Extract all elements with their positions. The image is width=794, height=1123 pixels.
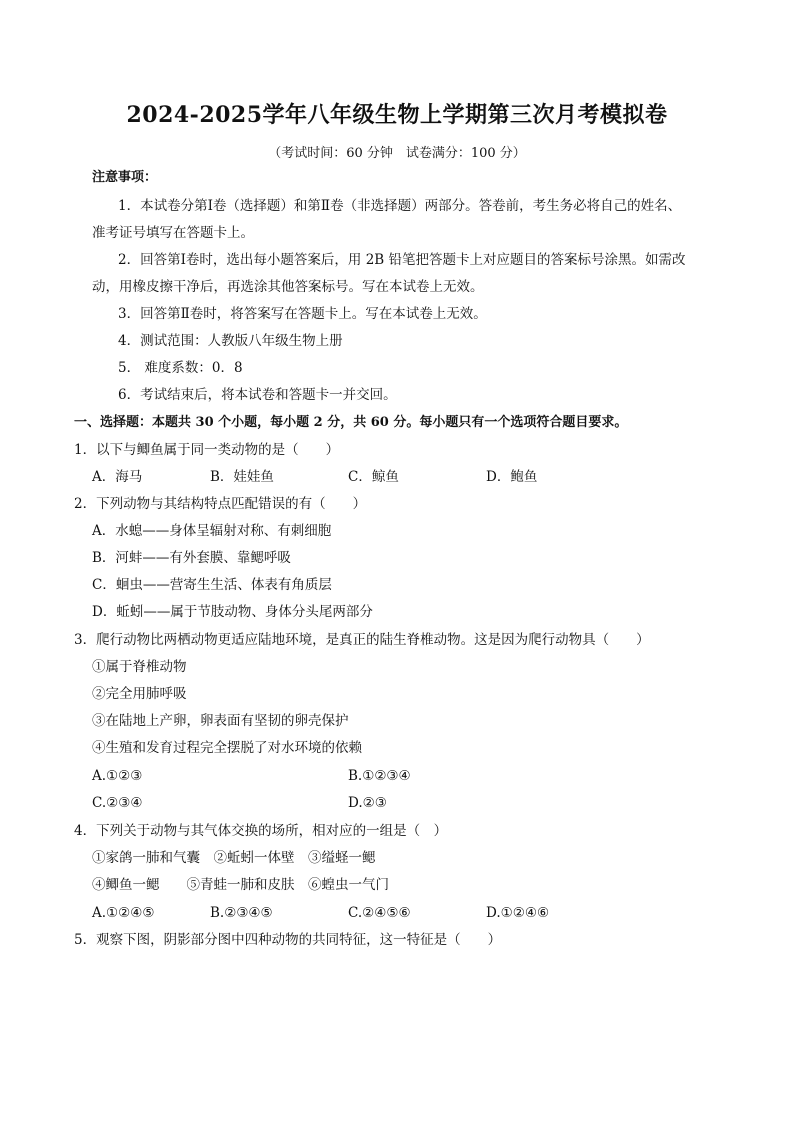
q2-stem: 2．下列动物与其结构特点匹配错误的有（ ） bbox=[74, 496, 367, 512]
notes-heading: 注意事项： bbox=[92, 170, 158, 185]
note-1-line-2: 准考证号填写在答题卡上。 bbox=[92, 225, 254, 241]
q1-option-a: A．海马 bbox=[92, 469, 143, 485]
q3-statement-1: ①属于脊椎动物 bbox=[92, 659, 187, 675]
q2-option-d: D．蚯蚓——属于节肢动物、身体分头尾两部分 bbox=[92, 604, 373, 620]
q2-option-c: C．蛔虫——营寄生生活、体表有角质层 bbox=[92, 577, 332, 593]
q3-option-d: D.②③ bbox=[348, 795, 387, 811]
section-1-heading: 一、选择题：本题共 30 个小题，每小题 2 分，共 60 分。每小题只有一个选项符合题目要求。 bbox=[74, 415, 628, 430]
q3-stem: 3．爬行动物比两栖动物更适应陆地环境，是真正的陆生脊椎动物。这是因为爬行动物具（ ） bbox=[74, 632, 650, 648]
q1-option-c: C．鲸鱼 bbox=[348, 469, 399, 485]
note-4: 4．测试范围：人教版八年级生物上册 bbox=[118, 333, 343, 349]
q3-option-b: B.①②③④ bbox=[348, 768, 411, 784]
q1-option-d: D．鲍鱼 bbox=[486, 469, 538, 485]
note-6: 6．考试结束后，将本试卷和答题卡一并交回。 bbox=[118, 387, 397, 403]
q2-option-a: A．水螅——身体呈辐射对称、有刺细胞 bbox=[92, 523, 332, 539]
q3-option-a: A.①②③ bbox=[92, 768, 143, 784]
note-2-line-1: 2．回答第Ⅰ卷时，选出每小题答案后，用 2B 铅笔把答题卡上对应题目的答案标号涂黑。如需改 bbox=[118, 252, 686, 268]
q2-option-b: B．河蚌——有外套膜、靠鳃呼吸 bbox=[92, 550, 291, 566]
q3-option-c: C.②③④ bbox=[92, 795, 143, 811]
q3-statement-2: ②完全用肺呼吸 bbox=[92, 686, 187, 702]
note-5: 5． 难度系数：0．8 bbox=[118, 360, 243, 376]
exam-title: 2024-2025学年八年级生物上学期第三次月考模拟卷 bbox=[126, 102, 668, 128]
exam-subtitle: （考试时间：60 分钟 试卷满分：100 分） bbox=[268, 146, 526, 161]
q4-option-d: D.①②④⑥ bbox=[486, 905, 550, 921]
q3-statement-3: ③在陆地上产卵，卵表面有坚韧的卵壳保护 bbox=[92, 713, 349, 729]
q1-option-b: B．娃娃鱼 bbox=[210, 469, 274, 485]
note-2-line-2: 动，用橡皮擦干净后，再选涂其他答案标号。写在本试卷上无效。 bbox=[92, 279, 484, 295]
q1-stem: 1．以下与鲫鱼属于同一类动物的是（ ） bbox=[74, 442, 340, 458]
note-1-line-1: 1．本试卷分第Ⅰ卷（选择题）和第Ⅱ卷（非选择题）两部分。答卷前，考生务必将自己的姓名、 bbox=[118, 198, 682, 214]
q4-pairs-row-1: ①家鸽一肺和气囊 ②蚯蚓一体壁 ③缢蛏一鳃 bbox=[92, 850, 376, 866]
q4-option-a: A.①②④⑤ bbox=[92, 905, 155, 921]
q4-option-b: B.②③④⑤ bbox=[210, 905, 273, 921]
note-3: 3．回答第Ⅱ卷时，将答案写在答题卡上。写在本试卷上无效。 bbox=[118, 306, 487, 322]
q5-stem: 5．观察下图，阴影部分图中四种动物的共同特征，这一特征是（ ） bbox=[74, 932, 502, 948]
q4-pairs-row-2: ④鲫鱼一鳃 ⑤青蛙一肺和皮肤 ⑥蝗虫一气门 bbox=[92, 877, 389, 893]
q4-stem: 4．下列关于动物与其气体交换的场所，相对应的一组是（ ） bbox=[74, 823, 448, 839]
q4-option-c: C.②④⑤⑥ bbox=[348, 905, 411, 921]
q3-statement-4: ④生殖和发育过程完全摆脱了对水环境的依赖 bbox=[92, 740, 362, 756]
